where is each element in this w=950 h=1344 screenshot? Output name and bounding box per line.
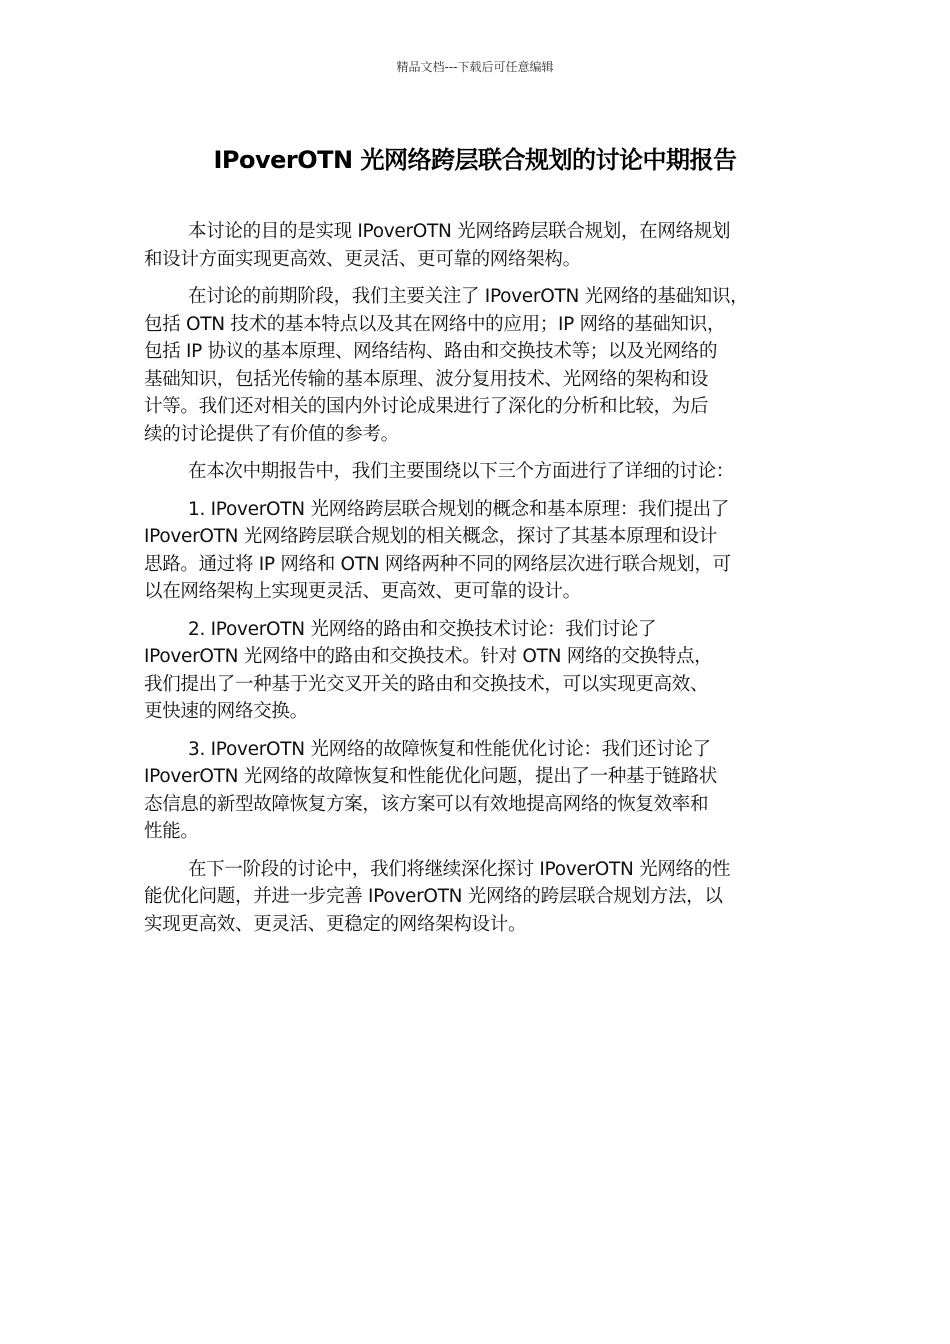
paragraph-line: 实现更高效、更灵活、更稳定的网络架构设计。 xyxy=(144,913,527,935)
paragraph-line: IPoverOTN 光网络跨层联合规划的相关概念，探讨了其基本原理和设计 xyxy=(144,526,717,547)
document-body xyxy=(144,218,808,948)
paragraph-line: IPoverOTN 光网络的故障恢复和性能优化问题，提出了一种基于链路状 xyxy=(144,766,717,787)
paragraph-line: 本讨论的目的是实现 IPoverOTN 光网络跨层联合规划，在网络规划 xyxy=(188,221,731,242)
header-note: 精品文档---下载后可任意编辑 xyxy=(396,60,554,74)
paragraph-line: 更快速的网络交换。 xyxy=(144,701,308,722)
paragraph-line: IPoverOTN 光网络中的路由和交换技术。针对 OTN 网络的交换特点， xyxy=(144,646,713,667)
paragraph-line: 3. IPoverOTN 光网络的故障恢复和性能优化讨论：我们还讨论了 xyxy=(188,738,711,760)
paragraph-line: 以在网络架构上实现更灵活、更高效、更可靠的设计。 xyxy=(144,581,581,602)
document-title: IPoverOTN 光网络跨层联合规划的讨论中期报告 xyxy=(213,146,737,174)
paragraph xyxy=(144,218,808,273)
paragraph-line: 思路。通过将 IP 网络和 OTN 网络两种不同的网络层次进行联合规划，可 xyxy=(144,553,731,575)
paragraph-line: 基础知识，包括光传输的基本原理、波分复用技术、光网络的架构和设 xyxy=(144,368,709,390)
paragraph-line: 在本次中期报告中，我们主要围绕以下三个方面进行了详细的讨论： xyxy=(188,461,735,482)
paragraph-line: 1. IPoverOTN 光网络跨层联合规划的概念和基本原理：我们提出了 xyxy=(188,498,730,520)
paragraph-line: 和设计方面实现更高效、更灵活、更可靠的网络架构。 xyxy=(144,248,581,270)
paragraph xyxy=(144,616,808,726)
paragraph xyxy=(144,458,808,486)
paragraph-line: 性能。 xyxy=(144,821,199,842)
paragraph-line: 续的讨论提供了有价值的参考。 xyxy=(144,423,399,445)
paragraph-line: 在讨论的前期阶段，我们主要关注了 IPoverOTN 光网络的基础知识， xyxy=(188,286,749,307)
paragraph-line: 计等。我们还对相关的国内外讨论成果进行了深化的分析和比较，为后 xyxy=(144,396,709,417)
paragraph-line: 在下一阶段的讨论中，我们将继续深化探讨 IPoverOTN 光网络的性 xyxy=(188,858,731,880)
paragraph-line: 态信息的新型故障恢复方案，该方案可以有效地提高网络的恢复效率和 xyxy=(144,793,709,815)
paragraph-line: 2. IPoverOTN 光网络的路由和交换技术讨论：我们讨论了 xyxy=(188,618,657,640)
paragraph-line: 能优化问题，并进一步完善 IPoverOTN 光网络的跨层联合规划方法，以 xyxy=(144,886,723,907)
paragraph-line: 包括 OTN 技术的基本特点以及其在网络中的应用；IP 网络的基础知识， xyxy=(144,313,726,335)
paragraph xyxy=(144,496,808,606)
paragraph xyxy=(144,736,808,846)
paragraph xyxy=(144,856,808,939)
paragraph-line: 包括 IP 协议的基本原理、网络结构、路由和交换技术等；以及光网络的 xyxy=(144,341,718,362)
paragraph-line: 我们提出了一种基于光交叉开关的路由和交换技术，可以实现更高效、 xyxy=(144,673,709,695)
paragraph xyxy=(144,283,808,448)
